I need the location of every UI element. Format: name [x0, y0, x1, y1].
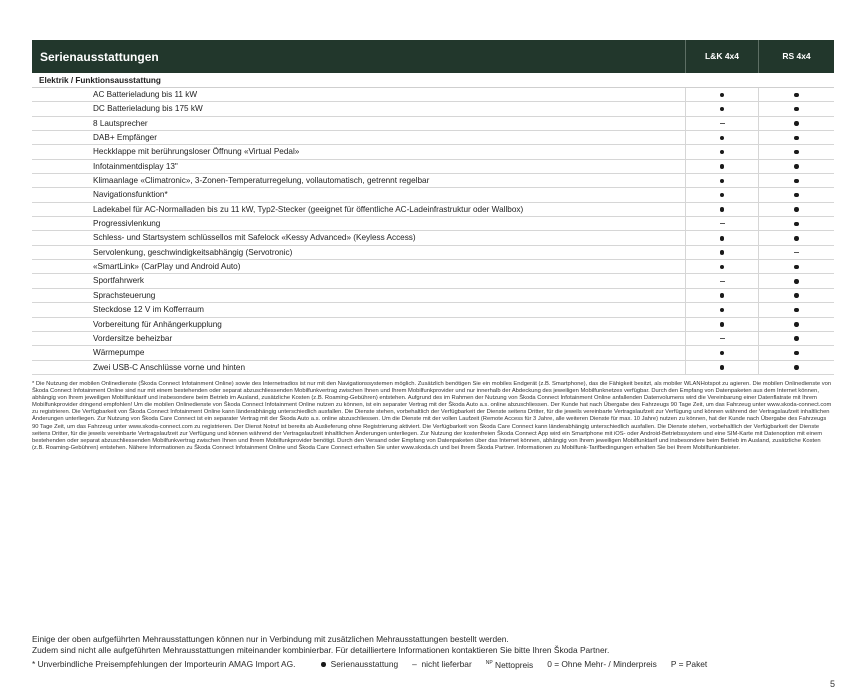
dash-icon: [720, 223, 725, 224]
cell-lk: [685, 346, 758, 359]
dot-icon: [794, 279, 799, 284]
cell-lk: [685, 217, 758, 230]
page-number: 5: [829, 679, 835, 689]
equipment-table: [32, 40, 834, 375]
dot-icon: [720, 308, 725, 313]
cell-rs: [758, 332, 834, 345]
dash-icon: [720, 281, 725, 282]
cell-lk: [685, 274, 758, 287]
dot-icon: [720, 207, 725, 212]
legend-net: $^{NP}$ Nettopreis: [485, 659, 534, 670]
cell-lk: [685, 160, 758, 173]
row-label: Sportfahrwerk: [93, 276, 144, 286]
cell-rs: [758, 145, 834, 158]
table-row: [32, 289, 834, 303]
row-label: DAB+ Empfänger: [93, 133, 157, 143]
cell-rs: [758, 217, 834, 230]
row-label: Schless- und Startsystem schlüssellos mit Safelock «Kessy Advanced» (Keyless Access): [93, 233, 416, 243]
table-row: [32, 274, 834, 288]
cell-rs: [758, 346, 834, 359]
cell-lk: [685, 246, 758, 259]
dot-icon: [794, 93, 799, 98]
cell-lk: [685, 303, 758, 316]
table-row: [32, 246, 834, 260]
dot-icon: [720, 164, 725, 169]
dot-icon: [794, 107, 799, 112]
table-header: [32, 40, 834, 73]
dot-icon: [794, 164, 799, 169]
cell-lk: [685, 332, 758, 345]
dash-icon: [720, 123, 725, 124]
row-label: Navigationsfunktion*: [93, 190, 168, 200]
dot-icon: [720, 250, 725, 255]
table-row: [32, 145, 834, 159]
row-label: 8 Lautsprecher: [93, 118, 148, 128]
section-heading: Elektrik / Funktionsausstattung: [32, 73, 834, 88]
table-row: [32, 102, 834, 116]
cell-rs: [758, 188, 834, 201]
cell-rs: [758, 203, 834, 216]
cell-lk: [685, 188, 758, 201]
dot-icon: [720, 351, 725, 356]
row-label: Vorbereitung für Anhängerkupplung: [93, 319, 222, 329]
table-row: [32, 217, 834, 231]
dot-icon: [720, 107, 725, 112]
legend-serie: Serienausstattung: [321, 659, 398, 670]
dot-icon: [720, 193, 725, 198]
cell-rs: [758, 231, 834, 244]
cell-rs: [758, 160, 834, 173]
table-row: [32, 260, 834, 274]
legend-not-available: – nicht lieferbar: [412, 658, 472, 669]
cell-lk: [685, 260, 758, 273]
dot-icon: [720, 136, 725, 141]
dash-icon: [794, 252, 799, 253]
row-label: Steckdose 12 V im Kofferraum: [93, 305, 204, 315]
dot-icon: [794, 308, 799, 313]
table-body: [32, 88, 834, 375]
dot-icon: [794, 236, 799, 241]
dot-icon: [794, 179, 799, 184]
table-row: [32, 88, 834, 102]
cell-lk: [685, 361, 758, 374]
dot-icon: [794, 293, 799, 298]
dot-icon: [794, 336, 799, 341]
notes: [32, 634, 842, 671]
table-row: [32, 332, 834, 346]
table-row: [32, 231, 834, 245]
dot-icon: [720, 93, 725, 98]
cell-lk: [685, 289, 758, 302]
table-row: [32, 117, 834, 131]
cell-rs: [758, 274, 834, 287]
table-row: [32, 203, 834, 217]
table-row: [32, 188, 834, 202]
cell-rs: [758, 246, 834, 259]
table-row: [32, 174, 834, 188]
dot-icon: [794, 121, 799, 126]
cell-lk: [685, 145, 758, 158]
dot-icon: [720, 179, 725, 184]
row-label: Wärmepumpe: [93, 348, 145, 358]
dot-icon: [720, 150, 725, 155]
column-header-rs: RS 4x4: [758, 40, 834, 73]
cell-lk: [685, 131, 758, 144]
cell-lk: [685, 117, 758, 130]
dot-icon: [794, 193, 799, 198]
cell-rs: [758, 303, 834, 316]
row-label: Zwei USB-C Anschlüsse vorne und hinten: [93, 362, 245, 372]
footnote: * Die Nutzung der mobilen Onlinedienste (Škoda Connect Infotainment Online) sowie des Internetradios ist nur mit den Navigationssystemen möglich. Zusätzlich benötigen Sie ein mobiles Endgerät (z.B. Smartphone), das die Fähigkeit besitzt, als mobiler WLANHotspot zu agieren. Die mobilen Onlinedienste von Škoda Connect Infotainment Online sind nur mit einem bestehenden oder separat abzuschliessenden Mobilfunkvertrag zwischen Ihnen und Ihrem Mobilfunkprovider und nur innerhalb der Abdeckung des jeweiligen Mobilfunknetzes verfügbar. Durch den Empfang von Datenpaketen aus dem Internet können, abhängig von Ihrem jeweiligen Mobilfunktarif und insbesondere beim Betrieb im Ausland, zusätzliche Kosten (z.B. Roaming-Gebühren) entstehen. Aufgrund des im Rahmen der Nutzung von Škoda Connect Infotainment Online anfallenden Datenvolumens wird die Vereinbarung einer Datenflatrate mit Ihrem Mobilfunkprovider dringend empfohlen! Um die mobilen Onlinedienste von Škoda Connect Infotainment Online nutzen zu können, ist ein separater Vertrag mit der Škoda Auto a.s. online abzuschliessen. Der Kunde hat nach Übergabe des Fahrzeugs 90 Tage Zeit, um das Fahrzeug unter www.skoda-connect.com zu registrieren. Die Verfügbarkeit von Škoda Connect Infotainment Online kann länderabhängig unterschiedlich ausfallen. Die Dienste stehen, vorbehaltlich der Verfügbarkeit der Dienste seitens Dritter, für die jeweils vereinbarte Vertragslaufzeit zur Verfügung und können während der Vertragslaufzeit inhaltlichen Änderungen unterliegen. Zur Nutzung von Škoda Care Connect ist ein separater Vertrag mit der Škoda Auto a.s. online abzuschliessen. Um die Dienste mit der vollen Laufzeit (Remote Access für 3 Jahre, alle weiteren Dienste für max. 10 Jahre) nutzen zu können, hat der Kunde nach Übergabe des Fahrzeugs 90 Tage Zeit, um das Fahrzeug unter www.skoda-connect.com zu registrieren. Der Dienst Notruf ist bereits ab Auslieferung ohne Registrierung aktiviert. Die Verfügbarkeit von Škoda Care Connect kann länderabhängig unterschiedlich ausfallen. Die Dienste stehen, vorbehaltlich der Verfügbarkeit der Dienste seitens Dritter, für die jeweils vereinbarte Vertragslaufzeit zur Verfügung und können während der Vertragslaufzeit inhaltlichen Änderungen unterliegen. Zur Nutzung der kostenfreien Škoda Connect App wird ein Smartphone mit iOS- oder Android-Betriebssystem und eine SIM-Karte mit Datenoption mit einem bestehenden oder separat abzuschliessenden Mobilfunkvertrag zwischen Ihnen und Ihrem Mobilfunkprovider benötigt. Durch den Versand oder Empfang von Datenpaketen über das Internet können, abhängig von Ihrem jeweiligen Mobilfunktarif und insbesondere beim Betrieb im Ausland, zusätzliche Kosten (z.B. Roaming-Gebühren) entstehen. Nähere Informationen zu Škoda Connect Infotainment Online und Škoda Care Connect erhalten Sie unter www.skoda.ch und bei Ihrem Škoda Partner. Informationen zu Mobilfunk-Tarifbedingungen erhalten Sie bei Ihrem Mobilfunkanbieter.: [32, 381, 832, 451]
cell-rs: [758, 289, 834, 302]
cell-rs: [758, 174, 834, 187]
cell-lk: [685, 203, 758, 216]
row-label: AC Batterieladung bis 11 kW: [93, 90, 198, 99]
row-label: Servolenkung, geschwindigkeitsabhängig (Servotronic): [93, 247, 293, 257]
dash-icon: [720, 338, 725, 339]
dot-icon: [794, 365, 799, 370]
cell-lk: [685, 88, 758, 101]
dot-icon: [794, 136, 799, 141]
dot-icon: [720, 322, 725, 327]
cell-rs: [758, 131, 834, 144]
dot-icon: [720, 236, 725, 241]
row-label: Klimaanlage «Climatronic», 3-Zonen-Temperaturregelung, vollautomatisch, getrennt regelbar: [93, 176, 430, 186]
table-row: [32, 361, 834, 375]
legend: [32, 658, 842, 671]
row-label: Heckklappe mit berührungsloser Öffnung «Virtual Pedal»: [93, 147, 300, 157]
legend-price: * Unverbindliche Preisempfehlungen der Importeurin AMAG Import AG.: [32, 658, 296, 669]
dot-icon: [720, 293, 725, 298]
row-label: «SmartLink» (CarPlay und Android Auto): [93, 262, 241, 272]
cell-lk: [685, 231, 758, 244]
cell-lk: [685, 102, 758, 115]
row-label: Ladekabel für AC-Normalladen bis zu 11 kW, Typ2-Stecker (geeignet für öffentliche AC-Ladeinfrastruktur oder Wallbox): [93, 204, 524, 214]
dot-icon: [794, 265, 799, 270]
cell-rs: [758, 102, 834, 115]
cell-rs: [758, 88, 834, 101]
dot-icon: [794, 207, 799, 212]
table-row: [32, 346, 834, 360]
column-header-lk: L&K 4x4: [685, 40, 758, 73]
table-row: [32, 303, 834, 317]
dot-icon: [720, 265, 725, 270]
note-line-1: Einige der oben aufgeführten Mehrausstattungen können nur in Verbindung mit zusätzlichen Mehrausstattungen bestellt werden.: [32, 634, 509, 644]
dot-icon: [794, 322, 799, 327]
legend-zero: 0 = Ohne Mehr- / Minderpreis: [547, 658, 657, 669]
table-title: Serienausstattungen: [40, 49, 159, 64]
row-label: Vordersitze beheizbar: [93, 333, 173, 343]
dot-icon: [794, 351, 799, 356]
cell-lk: [685, 174, 758, 187]
cell-rs: [758, 260, 834, 273]
legend-package: P = Paket: [670, 658, 708, 669]
cell-rs: [758, 361, 834, 374]
table-row: [32, 131, 834, 145]
dot-icon: [794, 222, 799, 227]
dot-icon: [794, 150, 799, 155]
cell-lk: [685, 318, 758, 331]
table-row: [32, 160, 834, 174]
row-label: Infotainmentdisplay 13": [93, 161, 178, 171]
dot-icon: [321, 662, 326, 667]
note-line-2: Zudem sind nicht alle aufgeführten Mehrausstattungen miteinander kombinierbar. Für detailliertere Informationen kontaktieren Sie bitte Ihren Škoda Partner.: [32, 645, 610, 655]
dot-icon: [720, 365, 725, 370]
table-row: [32, 318, 834, 332]
row-label: Progressivlenkung: [93, 219, 161, 229]
row-label: DC Batterieladung bis 175 kW: [93, 104, 203, 114]
cell-rs: [758, 318, 834, 331]
row-label: Sprachsteuerung: [93, 290, 156, 300]
cell-rs: [758, 117, 834, 130]
